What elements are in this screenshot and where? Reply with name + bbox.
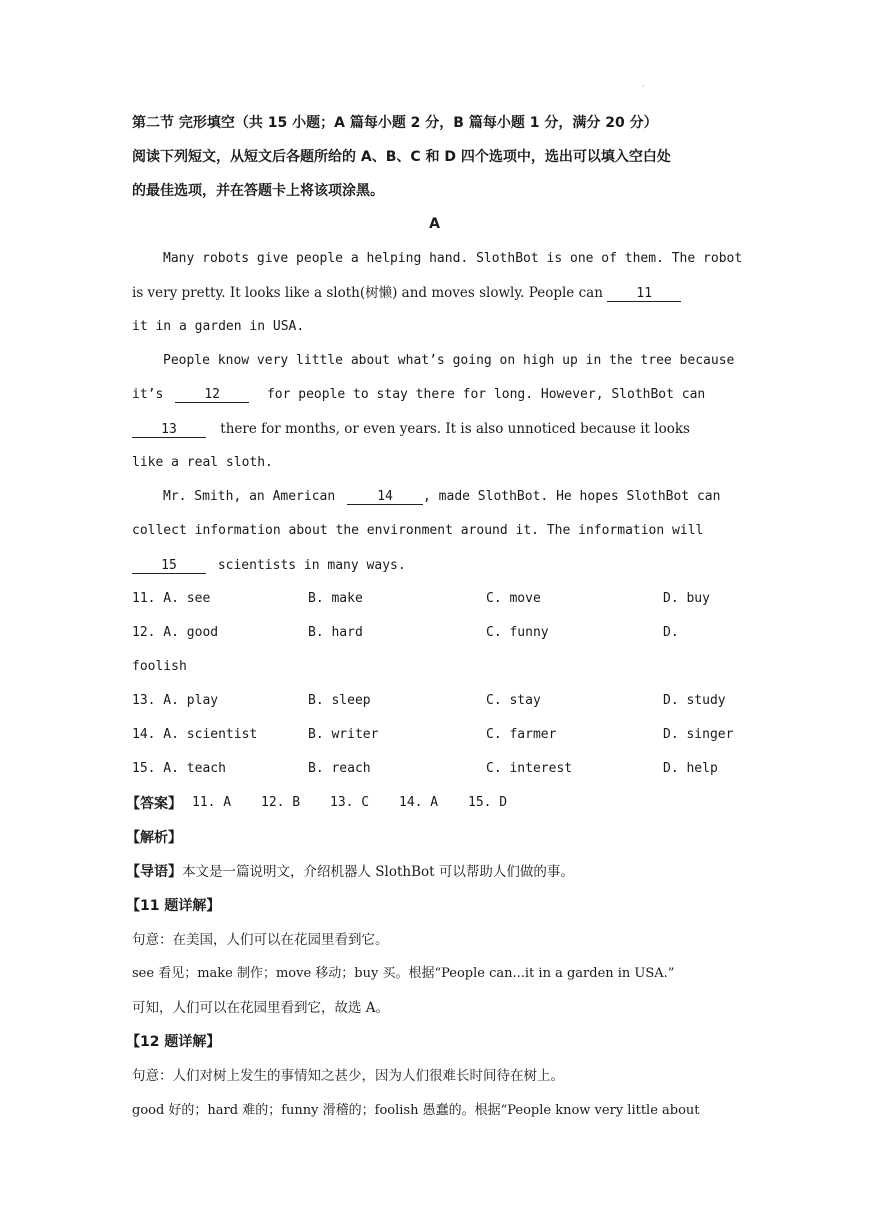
q12-option-c: C. funny bbox=[486, 625, 549, 640]
q11-option-a: 11. A. see bbox=[132, 591, 211, 606]
q14-option-d: D. singer bbox=[663, 727, 734, 742]
blank-12: 12 bbox=[175, 387, 249, 403]
q11-explanation-2: 可知，人们可以在花园里看到它，故选 A。 bbox=[132, 1000, 390, 1016]
q12-detail-label: 【12 题详解】 bbox=[126, 1034, 221, 1050]
passage-line: it in a garden in USA. bbox=[132, 319, 305, 334]
guide-text: 本文是一篇说明文，介绍机器人 SlothBot 可以帮助人们做的事。 bbox=[182, 864, 574, 880]
page-dot: · bbox=[642, 82, 645, 91]
section-header-line1: 第二节 完形填空（共 15 小题；A 篇每小题 2 分，B 篇每小题 1 分，满分 20 分） bbox=[132, 115, 658, 131]
q15-option-b: B. reach bbox=[308, 761, 371, 776]
passage-text: Mr. Smith, an American bbox=[163, 489, 336, 504]
analysis-label: 【解析】 bbox=[126, 830, 182, 846]
q11-detail-label: 【11 题详解】 bbox=[126, 898, 221, 914]
q15-option-c: C. interest bbox=[486, 761, 573, 776]
q14-option-a: 14. A. scientist bbox=[132, 727, 258, 742]
passage-line: like a real sloth. bbox=[132, 455, 273, 470]
section-header-line3: 的最佳选项，并在答题卡上将该项涂黑。 bbox=[132, 183, 384, 199]
passage-line bbox=[132, 386, 742, 404]
q14-option-c: C. farmer bbox=[486, 727, 557, 742]
answer-13: 13. C bbox=[330, 795, 370, 810]
q13-option-b: B. sleep bbox=[308, 693, 371, 708]
passage-label: A bbox=[429, 216, 440, 232]
q12-option-d-wrap: foolish bbox=[132, 659, 187, 674]
q11-option-d: D. buy bbox=[663, 591, 710, 606]
q15-option-d: D. help bbox=[663, 761, 718, 776]
guide-label: 【导语】 bbox=[126, 864, 182, 880]
passage-line: collect information about the environment around it. The information will bbox=[132, 523, 704, 538]
section-header-line2: 阅读下列短文，从短文后各题所给的 A、B、C 和 D 四个选项中，选出可以填入空白处 bbox=[132, 149, 671, 165]
passage-text: scientists in many ways. bbox=[217, 558, 406, 573]
blank-14: 14 bbox=[347, 489, 423, 505]
q13-option-d: D. study bbox=[663, 693, 726, 708]
answer-11: 11. A bbox=[192, 795, 232, 810]
q15-option-a: 15. A. teach bbox=[132, 761, 226, 776]
blank-15: 15 bbox=[132, 558, 206, 574]
passage-line: People know very little about what’s going on high up in the tree because bbox=[163, 353, 735, 368]
q12-sentence: 句意：人们对树上发生的事情知之甚少，因为人们很难长时间待在树上。 bbox=[132, 1068, 564, 1084]
q12-explanation-1: good 好的；hard 难的；funny 滑稽的；foolish 愚蠢的。根据“People know very little about bbox=[132, 1103, 700, 1118]
passage-text: , made SlothBot. He hopes SlothBot can bbox=[423, 489, 721, 504]
answer-15: 15. D bbox=[468, 795, 508, 810]
guide-line bbox=[126, 863, 736, 881]
passage-line bbox=[132, 420, 742, 438]
q12-option-a: 12. A. good bbox=[132, 625, 219, 640]
passage-text: is very pretty. It looks like a sloth(树懒) and moves slowly. People can bbox=[132, 285, 603, 301]
passage-line bbox=[163, 488, 773, 506]
q11-explanation-1: see 看见；make 制作；move 移动；buy 买。根据“People can...it in a garden in USA.” bbox=[132, 966, 675, 981]
passage-text: for people to stay there for long. However, SlothBot can bbox=[266, 387, 706, 402]
q13-option-a: 13. A. play bbox=[132, 693, 219, 708]
q12-option-b: B. hard bbox=[308, 625, 363, 640]
answer-label: 【答案】 bbox=[126, 796, 182, 812]
passage-line bbox=[132, 284, 742, 302]
answer-12: 12. B bbox=[261, 795, 301, 810]
passage-text: there for months, or even years. It is also unnoticed because it looks bbox=[220, 421, 690, 437]
q11-option-c: C. move bbox=[486, 591, 541, 606]
passage-text: it’s bbox=[132, 387, 164, 402]
passage-line bbox=[132, 557, 742, 575]
answer-14: 14. A bbox=[399, 795, 439, 810]
q13-option-c: C. stay bbox=[486, 693, 541, 708]
passage-line: Many robots give people a helping hand. SlothBot is one of them. The robot bbox=[163, 251, 743, 266]
blank-13: 13 bbox=[132, 422, 206, 438]
blank-11: 11 bbox=[607, 286, 681, 302]
q11-option-b: B. make bbox=[308, 591, 363, 606]
q14-option-b: B. writer bbox=[308, 727, 379, 742]
q12-option-d: D. bbox=[663, 625, 679, 640]
q11-sentence: 句意：在美国，人们可以在花园里看到它。 bbox=[132, 932, 389, 948]
